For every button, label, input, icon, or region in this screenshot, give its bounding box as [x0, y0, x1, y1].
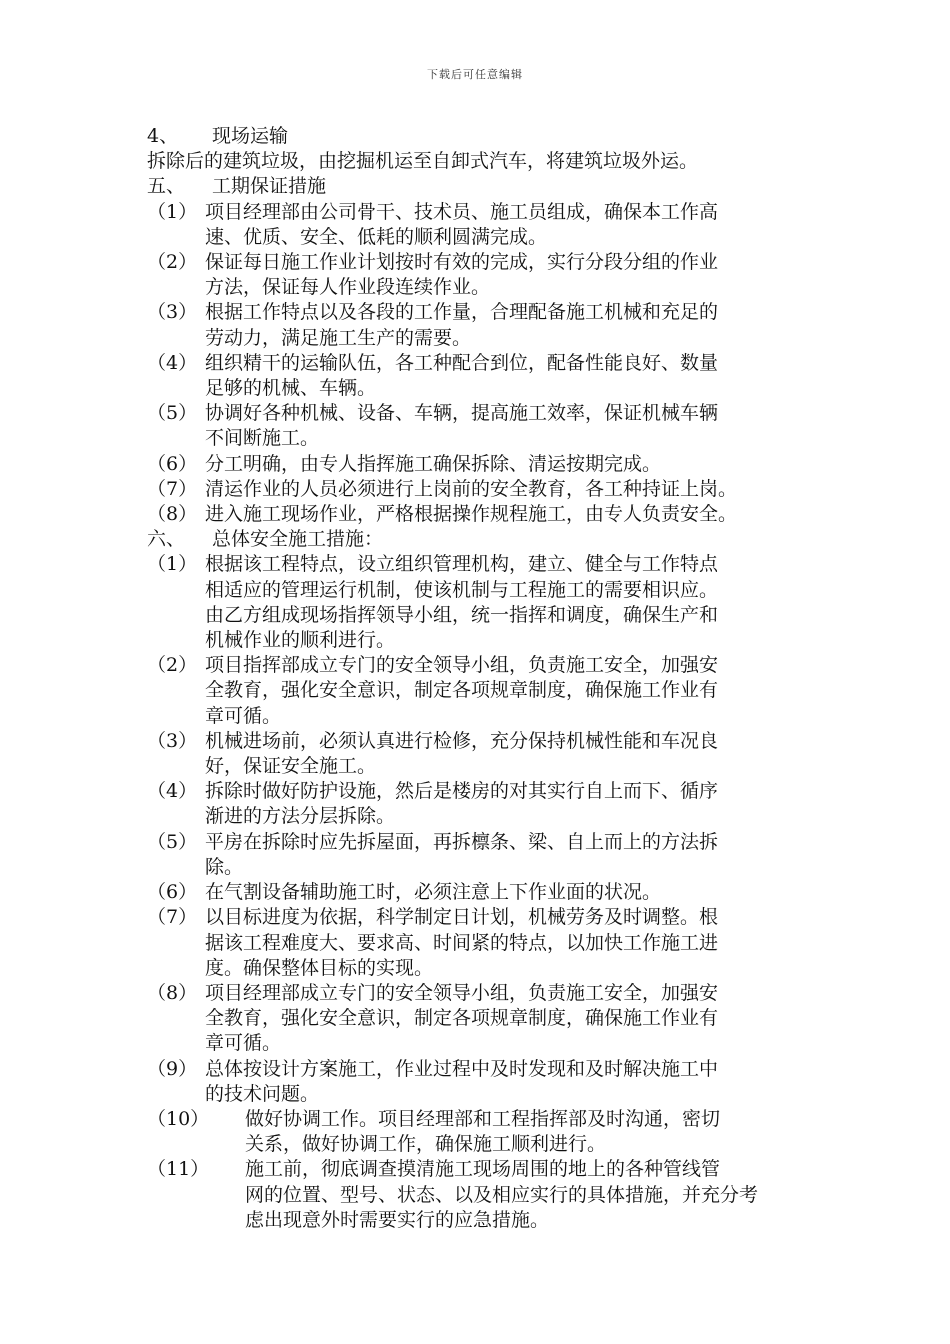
text-line: 协调好各种机械、设备、车辆，提高施工效率，保证机械车辆: [205, 402, 719, 425]
list-item-number: （3）: [147, 301, 198, 324]
section-number: 4、: [147, 125, 179, 147]
text-line: 全教育，强化安全意识，制定各项规章制度，确保施工作业有: [205, 1007, 719, 1030]
section-4-heading: [147, 124, 837, 149]
list-item-text: [205, 653, 815, 729]
list-item-number: （2）: [147, 251, 198, 274]
list-item-text: [205, 552, 815, 653]
list-item: [147, 552, 837, 653]
page-header: 下载后可任意编辑: [427, 68, 523, 81]
list-item: [147, 1107, 837, 1157]
list-item-text: [205, 452, 815, 477]
list-item-text: [205, 779, 815, 829]
list-item-text: [205, 981, 815, 1057]
list-item-text: [205, 300, 815, 350]
list-item: [147, 729, 837, 779]
list-item: [147, 653, 837, 729]
list-item-number: （5）: [147, 402, 198, 425]
list-item-number: （11）: [147, 1158, 210, 1181]
list-item: [147, 300, 837, 350]
list-item-number: （9）: [147, 1057, 198, 1080]
section-5-list: [147, 200, 837, 528]
list-item-text: [205, 200, 815, 250]
list-item-number: （6）: [147, 452, 198, 475]
list-item-text: [205, 351, 815, 401]
section-title: 现场运输: [212, 125, 289, 147]
text-line: 关系，做好协调工作，确保施工顺利进行。: [245, 1133, 607, 1156]
text-line: 足够的机械、车辆。: [205, 377, 377, 400]
text-line: 度。确保整体目标的实现。: [205, 956, 434, 979]
text-line: 组织精干的运输队伍，各工种配合到位，配备性能良好、数量: [205, 351, 719, 374]
text-line: 章可循。: [205, 704, 282, 727]
list-item: [147, 250, 837, 300]
text-line: 渐进的方法分层拆除。: [205, 805, 396, 828]
text-line: 项目经理部成立专门的安全领导小组，负责施工安全，加强安: [205, 981, 719, 1004]
list-item-text: [205, 250, 815, 300]
text-line: 进入施工现场作业，严格根据操作规程施工，由专人负责安全。: [205, 503, 738, 526]
list-item-number: （4）: [147, 780, 198, 803]
text-line: 平房在拆除时应先拆屋面，再拆檩条、梁、自上而上的方法拆: [205, 830, 719, 853]
document-body: [147, 124, 837, 1233]
text-line: 在气割设备辅助施工时，必须注意上下作业面的状况。: [205, 881, 662, 904]
list-item: [147, 830, 837, 880]
list-item-number: （6）: [147, 881, 198, 904]
paragraph: 拆除后的建筑垃圾，由挖掘机运至自卸式汽车，将建筑垃圾外运。: [147, 150, 699, 173]
list-item-number: （7）: [147, 477, 198, 500]
list-item-number: （3）: [147, 729, 198, 752]
list-item-number: （10）: [147, 1107, 210, 1130]
list-item: [147, 351, 837, 401]
text-line: 分工明确，由专人指挥施工确保拆除、清运按期完成。: [205, 452, 662, 475]
text-line: 由乙方组成现场指挥领导小组，统一指挥和调度，确保生产和: [205, 603, 719, 626]
list-item: [147, 779, 837, 829]
section-6-heading: [147, 527, 837, 552]
text-line: 据该工程难度大、要求高、时间紧的特点，以加快工作施工进: [205, 931, 719, 954]
text-line: 拆除时做好防护设施，然后是楼房的对其实行自上而下、循序: [205, 780, 719, 803]
list-item-text: [205, 729, 815, 779]
text-line: 的技术问题。: [205, 1082, 320, 1105]
text-line: 项目经理部由公司骨干、技术员、施工员组成，确保本工作高: [205, 200, 719, 223]
list-item: [147, 502, 837, 527]
text-line: 项目指挥部成立专门的安全领导小组，负责施工安全，加强安: [205, 654, 719, 677]
list-item: [147, 477, 837, 502]
list-item-number: （1）: [147, 200, 198, 223]
list-item-number: （4）: [147, 351, 198, 374]
section-number: 五、: [147, 175, 186, 198]
list-item-text: [205, 401, 815, 451]
list-item-number: （5）: [147, 830, 198, 853]
text-line: 施工前，彻底调查摸清施工现场周围的地上的各种管线管: [245, 1158, 721, 1181]
text-line: 除。: [205, 855, 244, 878]
list-item-text: [205, 502, 815, 527]
list-item-text: [205, 880, 815, 905]
text-line: 保证每日施工作业计划按时有效的完成，实行分段分组的作业: [205, 251, 719, 274]
list-item-number: （8）: [147, 981, 198, 1004]
text-line: 不间断施工。: [205, 427, 320, 450]
text-line: 相适应的管理运行机制，使该机制与工程施工的需要相识应。: [205, 578, 719, 601]
list-item-number: （2）: [147, 654, 198, 677]
section-5-heading: [147, 174, 837, 199]
text-line: 以目标进度为依据，科学制定日计划，机械劳务及时调整。根: [205, 906, 719, 929]
section-title: 总体安全施工措施：: [212, 528, 384, 551]
list-item-number: （7）: [147, 906, 198, 929]
list-item-text: [245, 1157, 815, 1233]
list-item-text: [205, 1057, 815, 1107]
text-line: 全教育，强化安全意识，制定各项规章制度，确保施工作业有: [205, 679, 719, 702]
list-item-number: （8）: [147, 503, 198, 526]
list-item-text: [205, 830, 815, 880]
list-item-number: （1）: [147, 553, 198, 576]
text-line: 方法，保证每人作业段连续作业。: [205, 276, 491, 299]
text-line: 清运作业的人员必须进行上岗前的安全教育，各工种持证上岗。: [205, 477, 738, 500]
list-item: [147, 880, 837, 905]
text-line: 速、优质、安全、低耗的顺利圆满完成。: [205, 225, 548, 248]
list-item: [147, 200, 837, 250]
list-item: [147, 401, 837, 451]
text-line: 总体按设计方案施工，作业过程中及时发现和及时解决施工中: [205, 1057, 719, 1080]
list-item: [147, 905, 837, 981]
text-line: 劳动力，满足施工生产的需要。: [205, 326, 472, 349]
text-line: 根据该工程特点，设立组织管理机构，建立、健全与工作特点: [205, 553, 719, 576]
section-title: 工期保证措施: [212, 175, 327, 198]
text-line: 虑出现意外时需要实行的应急措施。: [245, 1208, 550, 1231]
text-line: 做好协调工作。项目经理部和工程指挥部及时沟通，密切: [245, 1107, 721, 1130]
list-item: [147, 981, 837, 1057]
list-item: [147, 1057, 837, 1107]
section-number: 六、: [147, 528, 186, 551]
text-line: 网的位置、型号、状态、以及相应实行的具体措施，并充分考: [245, 1183, 759, 1206]
text-line: 机械进场前，必须认真进行检修，充分保持机械性能和车况良: [205, 729, 719, 752]
list-item-text: [205, 477, 815, 502]
list-item-text: [245, 1107, 815, 1157]
list-item: [147, 452, 837, 477]
section-6-list: [147, 552, 837, 1232]
text-line: 根据工作特点以及各段的工作量，合理配备施工机械和充足的: [205, 301, 719, 324]
list-item-text: [205, 905, 815, 981]
text-line: 好，保证安全施工。: [205, 755, 377, 778]
list-item: [147, 1157, 837, 1233]
text-line: 机械作业的顺利进行。: [205, 629, 396, 652]
text-line: 章可循。: [205, 1032, 282, 1055]
